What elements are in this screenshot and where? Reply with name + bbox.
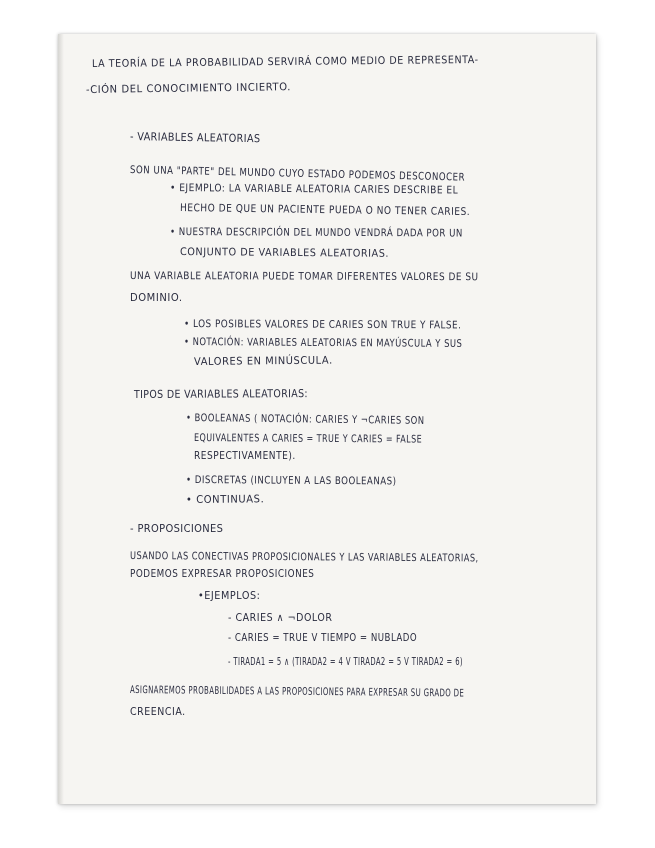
propositions-line-1: USANDO LAS CONECTIVAS PROPOSICIONALES Y LAS VARIABLES ALEATORIAS, [129, 550, 479, 565]
propositions-line-2: PODEMOS EXPRESAR PROPOSICIONES [130, 568, 315, 580]
intro-line-1: LA TEORÍA DE LA PROBABILIDAD SERVIRÁ COMO MEDIO DE REPRESENTA- [91, 53, 479, 70]
type-boolean-line-1: • BOOLEANAS ( NOTACIÓN: CARIES Y ¬CARIES SON [185, 412, 425, 427]
example-1-line-2: HECHO DE QUE UN PACIENTE PUEDA O NO TENER CARIES. [179, 202, 471, 219]
examples-heading: •EJEMPLOS: [198, 590, 261, 602]
values-bullet-2-line-2: VALORES EN MINÚSCULA. [193, 354, 333, 368]
example-caries-weather: - CARIES = TRUE V TIEMPO = NUBLADO [228, 632, 418, 644]
example-2-line-1: • NUESTRA DESCRIPCIÓN DEL MUNDO VENDRÁ DADA POR UN [169, 226, 463, 240]
types-heading: TIPOS DE VARIABLES ALEATORIAS: [133, 387, 308, 401]
definition-line-2: UNA VARIABLE ALEATORIA PUEDE TOMAR DIFERENTES VALORES DE SU [129, 270, 479, 284]
example-caries-no-pain: - CARIES ∧ ¬DOLOR [228, 612, 333, 624]
example-1-line-1: • EJEMPLO: LA VARIABLE ALEATORIA CARIES DESCRIBE EL [169, 182, 459, 197]
values-bullet-1: • LOS POSIBLES VALORES DE CARIES SON TRUE Y FALSE. [183, 318, 462, 332]
type-boolean-line-2: EQUIVALENTES A CARIES = TRUE Y CARIES = FALSE [193, 432, 423, 446]
example-dice-rolls: - TIRADA1 = 5 ∧ (TIRADA2 = 4 V TIRADA2 = 5 V TIRADA2 = 6) [228, 656, 463, 668]
intro-line-2: -CIÓN DEL CONOCIMIENTO INCIERTO. [85, 81, 292, 96]
conclusion-line-2: CREENCIA. [130, 706, 186, 718]
conclusion-line-1: ASIGNAREMOS PROBABILIDADES A LAS PROPOSICIONES PARA EXPRESAR SU GRADO DE [129, 684, 465, 700]
definition-line-1: SON UNA "PARTE" DEL MUNDO CUYO ESTADO PODEMOS DESCONOCER [129, 164, 466, 184]
random-variables-heading: - VARIABLES ALEATORIAS [129, 130, 261, 146]
definition-line-3: DOMINIO. [130, 292, 183, 304]
notebook-page [58, 34, 596, 804]
values-bullet-2-line-1: • NOTACIÓN: VARIABLES ALEATORIAS EN MAYÚSCULA Y SUS [183, 336, 463, 350]
example-2-line-2: CONJUNTO DE VARIABLES ALEATORIAS. [179, 246, 390, 260]
type-continuous: • CONTINUAS. [185, 493, 265, 506]
propositions-heading: - PROPOSICIONES [130, 522, 224, 535]
type-discrete: • DISCRETAS (INCLUYEN A LAS BOOLEANAS) [185, 474, 397, 488]
type-boolean-line-3: RESPECTIVAMENTE). [194, 450, 296, 462]
